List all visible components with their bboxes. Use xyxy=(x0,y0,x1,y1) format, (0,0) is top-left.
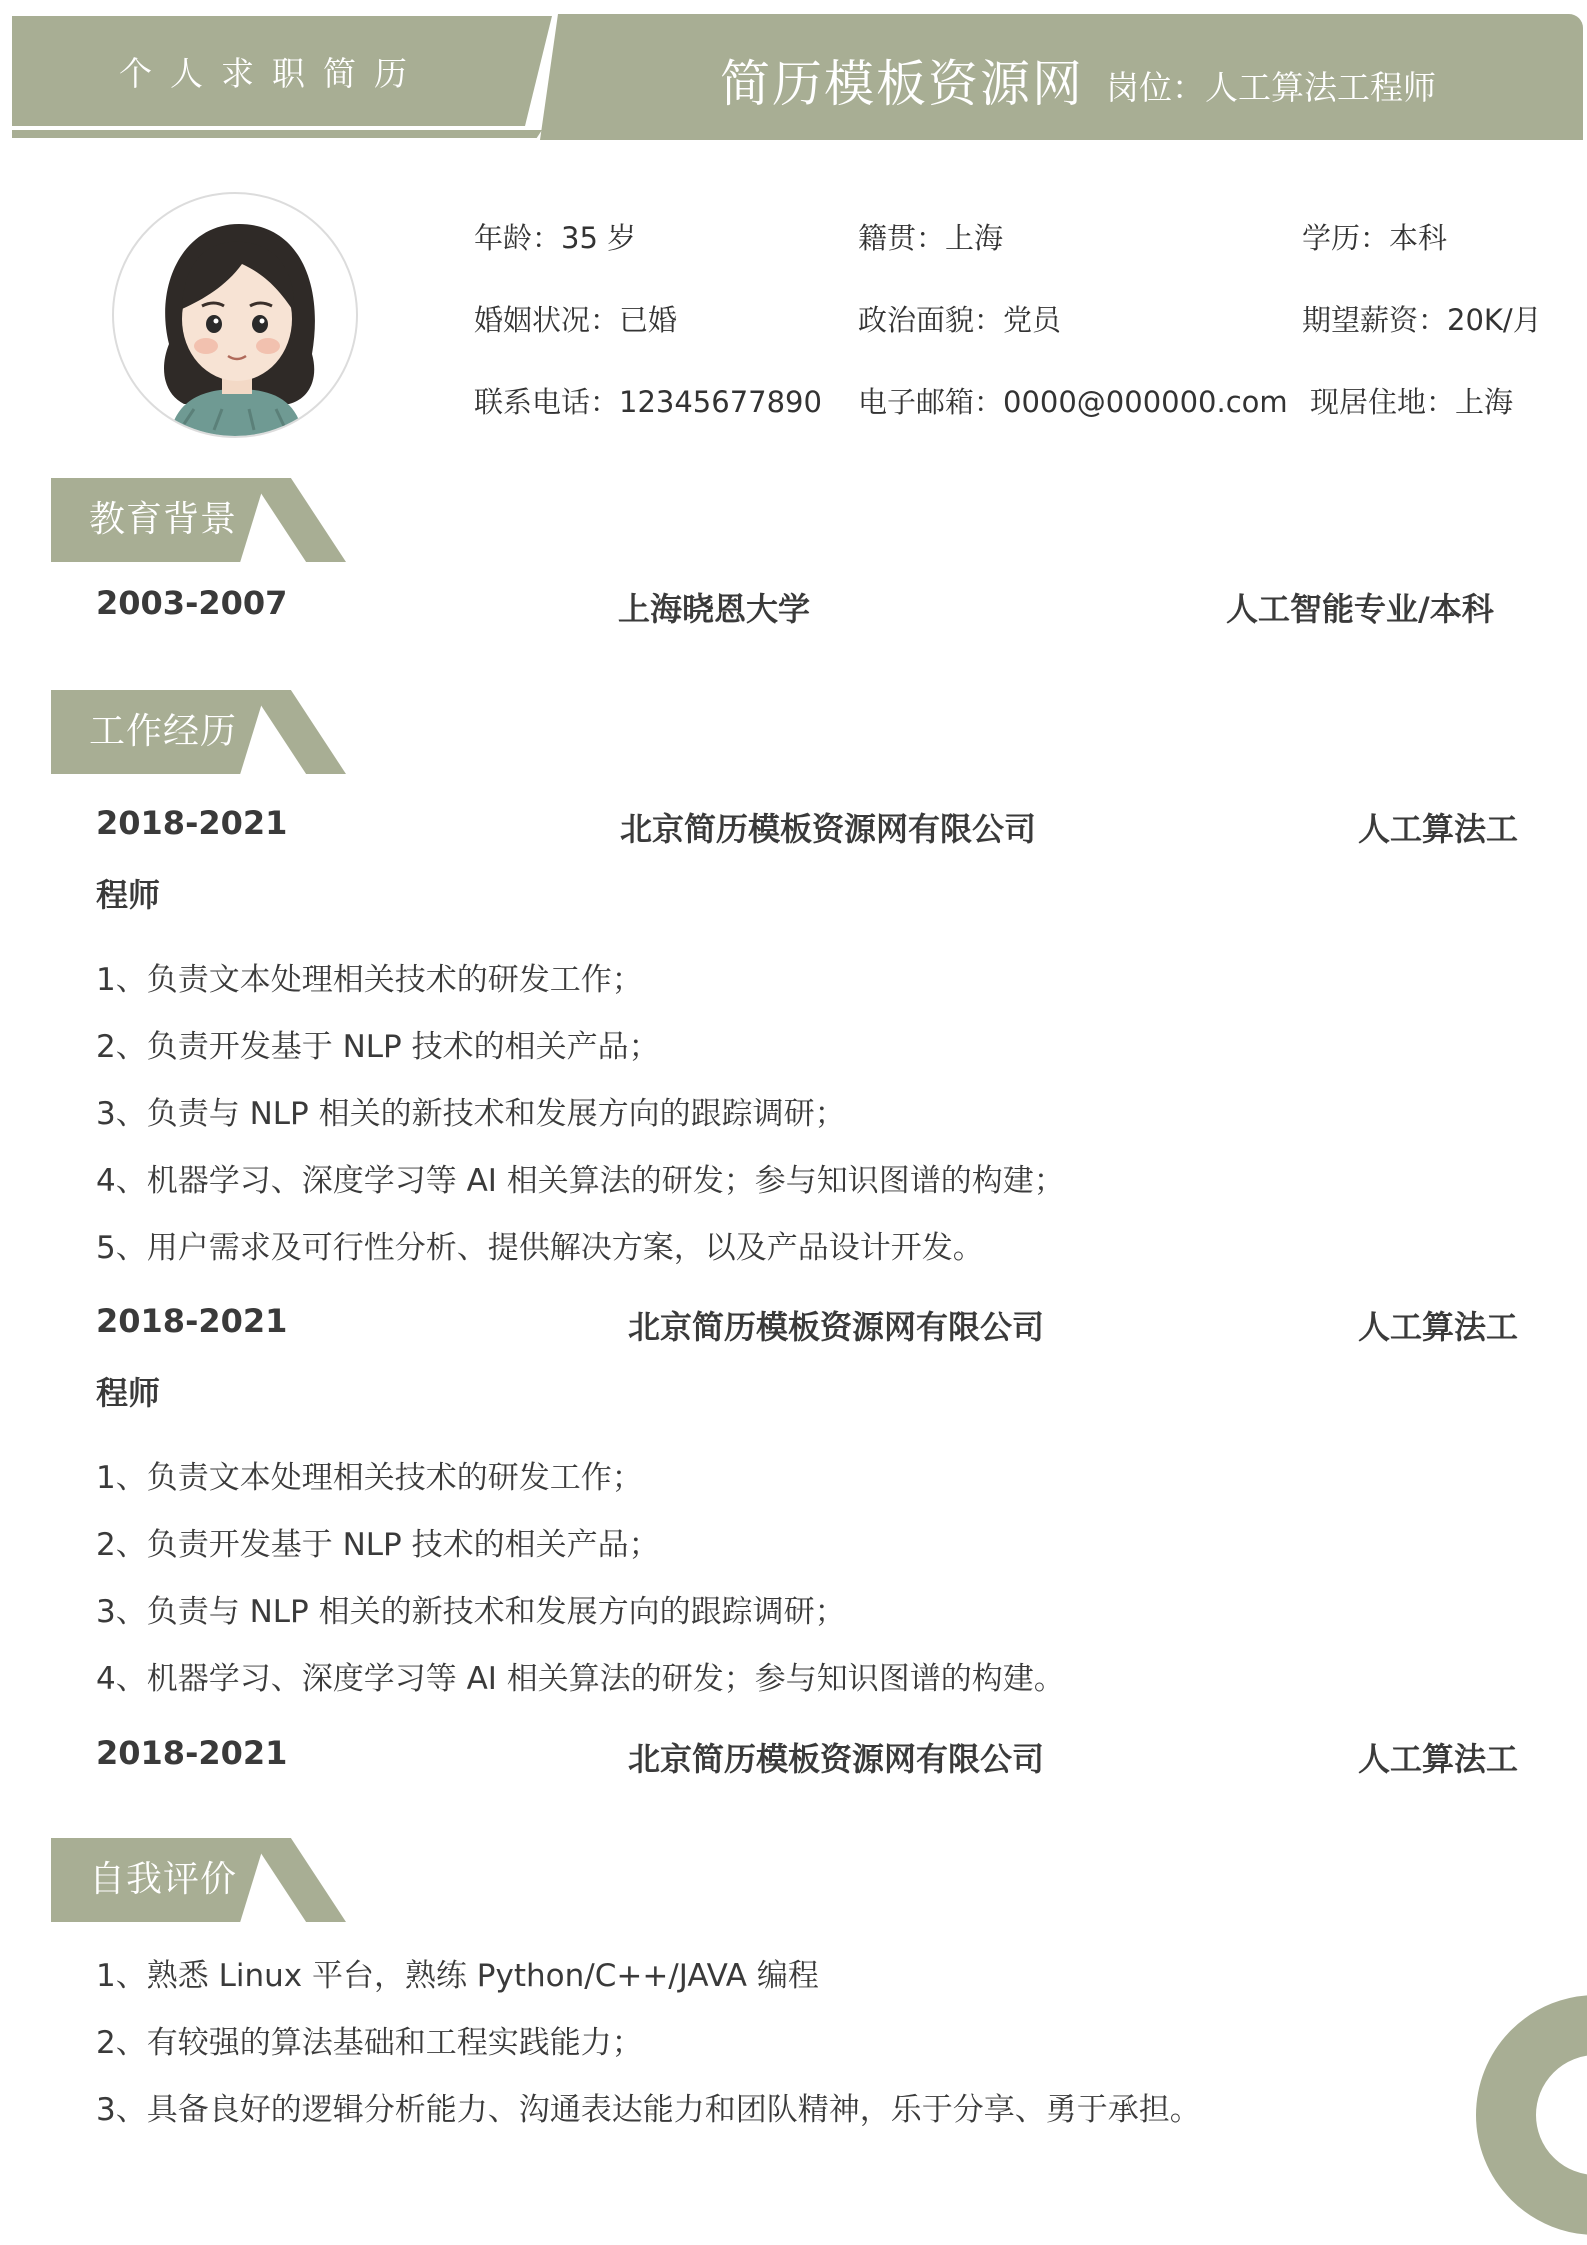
info-hometown: 籍贯：上海 xyxy=(858,221,1004,255)
info-marital: 婚姻状况：已婚 xyxy=(474,303,678,337)
edu-period: 2003-2007 xyxy=(96,584,288,622)
list-item: 4、机器学习、深度学习等 AI 相关算法的研发；参与知识图谱的构建； xyxy=(96,1163,1065,1199)
job-role: 人工算法工 xyxy=(1358,1740,1519,1778)
list-item: 1、负责文本处理相关技术的研发工作； xyxy=(96,962,643,998)
edu-school: 上海晓恩大学 xyxy=(618,590,811,628)
job-position: 岗位：人工算法工程师 xyxy=(1106,68,1436,107)
job-role-wrap: 程师 xyxy=(96,1374,161,1412)
list-item: 2、负责开发基于 NLP 技术的相关产品； xyxy=(96,1527,660,1563)
info-salary: 期望薪资：20K/月 xyxy=(1302,303,1542,337)
avatar-illustration-icon xyxy=(114,194,358,438)
header-left-underline xyxy=(12,130,542,138)
list-item: 4、机器学习、深度学习等 AI 相关算法的研发；参与知识图谱的构建。 xyxy=(96,1661,1065,1697)
decorative-ring-icon xyxy=(1476,1995,1587,2235)
list-item: 5、用户需求及可行性分析、提供解决方案，以及产品设计开发。 xyxy=(96,1230,984,1266)
section-title: 教育背景 xyxy=(89,499,238,540)
avatar xyxy=(112,192,358,438)
info-political: 政治面貌：党员 xyxy=(858,303,1062,337)
info-education: 学历：本科 xyxy=(1302,221,1448,255)
resume-title: 个人求职简历 xyxy=(119,53,425,93)
list-item: 3、负责与 NLP 相关的新技术和发展方向的跟踪调研； xyxy=(96,1096,846,1132)
job-company: 北京简历模板资源网有限公司 xyxy=(628,1308,1045,1346)
section-header-self xyxy=(51,1838,351,1922)
section-header-work xyxy=(51,690,351,774)
job-period: 2018-2021 xyxy=(96,1302,288,1340)
job-company: 北京简历模板资源网有限公司 xyxy=(628,1740,1045,1778)
job-period: 2018-2021 xyxy=(96,804,288,842)
list-item: 1、熟悉 Linux 平台，熟练 Python/C++/JAVA 编程 xyxy=(96,1958,819,1994)
list-item: 1、负责文本处理相关技术的研发工作； xyxy=(96,1460,643,1496)
list-item: 3、负责与 NLP 相关的新技术和发展方向的跟踪调研； xyxy=(96,1594,846,1630)
section-title: 自我评价 xyxy=(89,1859,238,1900)
list-item: 3、具备良好的逻辑分析能力、沟通表达能力和团队精神，乐于分享、勇于承担。 xyxy=(96,2092,1201,2128)
info-phone: 联系电话：12345677890 xyxy=(474,385,822,419)
job-role: 人工算法工 xyxy=(1358,810,1519,848)
info-age: 年龄：35 岁 xyxy=(474,221,637,255)
site-name: 简历模板资源网 xyxy=(720,55,1084,113)
job-role-wrap: 程师 xyxy=(96,876,161,914)
edu-major: 人工智能专业/本科 xyxy=(1226,590,1494,628)
info-email: 电子邮箱：0000@000000.com xyxy=(858,385,1288,419)
job-company: 北京简历模板资源网有限公司 xyxy=(620,810,1037,848)
info-residence: 现居住地：上海 xyxy=(1310,385,1514,419)
section-title: 工作经历 xyxy=(89,711,238,752)
list-item: 2、有较强的算法基础和工程实践能力； xyxy=(96,2025,643,2061)
list-item: 2、负责开发基于 NLP 技术的相关产品； xyxy=(96,1029,660,1065)
job-period: 2018-2021 xyxy=(96,1734,288,1772)
section-header-education xyxy=(51,478,351,562)
job-role: 人工算法工 xyxy=(1358,1308,1519,1346)
